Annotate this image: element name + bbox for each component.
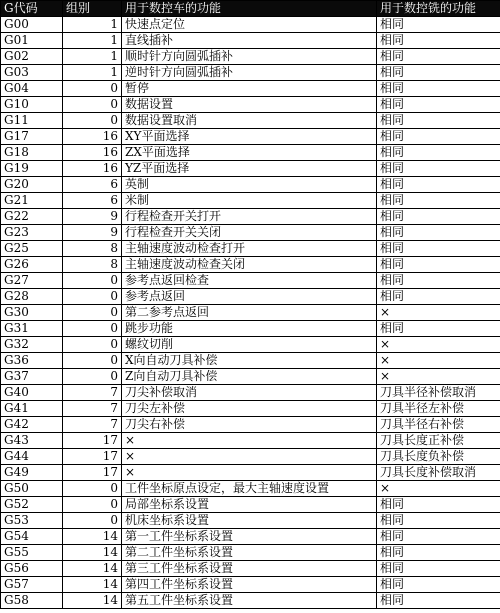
cell-lathe[interactable]: 快速点定位	[122, 17, 377, 33]
table-row	[1, 209, 500, 225]
table-row	[1, 561, 500, 577]
cell-group[interactable]: 0	[63, 289, 122, 305]
cell-code[interactable]: G54	[1, 529, 63, 545]
cell-mill[interactable]: 刀具半径左补偿	[377, 401, 500, 417]
cell-group[interactable]: 16	[63, 161, 122, 177]
table-row	[1, 545, 500, 561]
table-row	[1, 513, 500, 529]
cell-mill[interactable]: 相同	[377, 241, 500, 257]
cell-mill[interactable]: 相同	[377, 193, 500, 209]
cell-mill[interactable]: 相同	[377, 545, 500, 561]
cell-lathe[interactable]: 局部坐标系设置	[122, 497, 377, 513]
table-row	[1, 113, 500, 129]
cell-group[interactable]: 17	[63, 449, 122, 465]
cell-group[interactable]: 1	[63, 33, 122, 49]
cell-code[interactable]: G26	[1, 257, 63, 273]
cell-lathe[interactable]: 第三工件坐标系设置	[122, 561, 377, 577]
cell-mill[interactable]: 刀具长度补偿取消	[377, 465, 500, 481]
cell-code[interactable]: G04	[1, 81, 63, 97]
cell-group[interactable]: 0	[63, 273, 122, 289]
cell-lathe[interactable]: ×	[122, 465, 377, 481]
cell-lathe[interactable]: ZX平面选择	[122, 145, 377, 161]
table-row	[1, 129, 500, 145]
cell-group[interactable]: 16	[63, 129, 122, 145]
cell-mill[interactable]: 相同	[377, 17, 500, 33]
cell-code[interactable]: G18	[1, 145, 63, 161]
cell-code[interactable]: G36	[1, 353, 63, 369]
cell-code[interactable]: G02	[1, 49, 63, 65]
cell-lathe[interactable]: 英制	[122, 177, 377, 193]
cell-group[interactable]: 0	[63, 497, 122, 513]
cell-mill[interactable]: 相同	[377, 209, 500, 225]
table-row	[1, 305, 500, 321]
cell-mill[interactable]: ×	[377, 353, 500, 369]
table-row	[1, 241, 500, 257]
table-row	[1, 401, 500, 417]
cell-lathe[interactable]: 第一工件坐标系设置	[122, 529, 377, 545]
cell-group[interactable]: 7	[63, 401, 122, 417]
cell-group[interactable]: 0	[63, 113, 122, 129]
cell-code[interactable]: G31	[1, 321, 63, 337]
cell-group[interactable]: 1	[63, 65, 122, 81]
cell-group[interactable]: 14	[63, 561, 122, 577]
cell-lathe[interactable]: 主轴速度波动检查关闭	[122, 257, 377, 273]
table-row	[1, 257, 500, 273]
cell-group[interactable]: 0	[63, 97, 122, 113]
cell-mill[interactable]: 相同	[377, 497, 500, 513]
cell-lathe[interactable]: ×	[122, 433, 377, 449]
cell-mill[interactable]: 刀具半径右补偿	[377, 417, 500, 433]
cell-group[interactable]: 0	[63, 321, 122, 337]
cell-mill[interactable]: 刀具长度负补偿	[377, 449, 500, 465]
cell-code[interactable]: G57	[1, 577, 63, 593]
table-row	[1, 369, 500, 385]
cell-code[interactable]: G52	[1, 497, 63, 513]
cell-code[interactable]: G19	[1, 161, 63, 177]
cell-lathe[interactable]: 螺纹切削	[122, 337, 377, 353]
cell-lathe[interactable]: 主轴速度波动检查打开	[122, 241, 377, 257]
cell-mill[interactable]: 相同	[377, 81, 500, 97]
cell-mill[interactable]: 相同	[377, 561, 500, 577]
table-row	[1, 145, 500, 161]
cell-lathe[interactable]: 第二工件坐标系设置	[122, 545, 377, 561]
cell-lathe[interactable]: YZ平面选择	[122, 161, 377, 177]
cell-group[interactable]: 8	[63, 241, 122, 257]
cell-mill[interactable]: 相同	[377, 593, 500, 609]
cell-lathe[interactable]: XY平面选择	[122, 129, 377, 145]
cell-mill[interactable]: ×	[377, 305, 500, 321]
table-row	[1, 321, 500, 337]
cell-mill[interactable]: 相同	[377, 65, 500, 81]
cell-mill[interactable]: 相同	[377, 257, 500, 273]
table-row	[1, 529, 500, 545]
cell-group[interactable]: 0	[63, 353, 122, 369]
cell-group[interactable]: 16	[63, 145, 122, 161]
table-row	[1, 273, 500, 289]
cell-lathe[interactable]: 行程检查开关打开	[122, 209, 377, 225]
cell-lathe[interactable]: 刀尖左补偿	[122, 401, 377, 417]
cell-code[interactable]: G21	[1, 193, 63, 209]
cell-code[interactable]: G00	[1, 17, 63, 33]
cell-group[interactable]: 14	[63, 577, 122, 593]
cell-mill[interactable]: 相同	[377, 273, 500, 289]
cell-mill[interactable]: 刀具半径补偿取消	[377, 385, 500, 401]
cell-code[interactable]: G10	[1, 97, 63, 113]
cell-code[interactable]: G22	[1, 209, 63, 225]
cell-lathe[interactable]: 第五工件坐标系设置	[122, 593, 377, 609]
table-row	[1, 49, 500, 65]
cell-code[interactable]: G53	[1, 513, 63, 529]
cell-lathe[interactable]: 第二参考点返回	[122, 305, 377, 321]
cell-lathe[interactable]: 机床坐标系设置	[122, 513, 377, 529]
table-row	[1, 417, 500, 433]
table-row	[1, 353, 500, 369]
table-row	[1, 33, 500, 49]
cell-mill[interactable]: 相同	[377, 113, 500, 129]
cell-lathe[interactable]: Z向自动刀具补偿	[122, 369, 377, 385]
cell-lathe[interactable]: 参考点返回检查	[122, 273, 377, 289]
cell-group[interactable]: 9	[63, 225, 122, 241]
cell-code[interactable]: G43	[1, 433, 63, 449]
cell-group[interactable]: 9	[63, 209, 122, 225]
cell-mill[interactable]: 相同	[377, 129, 500, 145]
cell-lathe[interactable]: 参考点返回	[122, 289, 377, 305]
header-cell-group[interactable]: 组别	[63, 1, 122, 17]
table-row	[1, 385, 500, 401]
table-row	[1, 577, 500, 593]
cell-code[interactable]: G28	[1, 289, 63, 305]
cell-group[interactable]: 0	[63, 81, 122, 97]
cell-code[interactable]: G01	[1, 33, 63, 49]
table-row	[1, 593, 500, 609]
header-row	[1, 1, 500, 17]
table-row	[1, 177, 500, 193]
cell-mill[interactable]: 刀具长度正补偿	[377, 433, 500, 449]
table-body	[1, 1, 500, 609]
cell-mill[interactable]: 相同	[377, 513, 500, 529]
cell-code[interactable]: G58	[1, 593, 63, 609]
cell-group[interactable]: 1	[63, 49, 122, 65]
cell-mill[interactable]: 相同	[377, 145, 500, 161]
cell-mill[interactable]: 相同	[377, 529, 500, 545]
cell-group[interactable]: 0	[63, 481, 122, 497]
cell-code[interactable]: G56	[1, 561, 63, 577]
cell-mill[interactable]: 相同	[377, 33, 500, 49]
header-cell-lathe[interactable]: 用于数控车的功能	[122, 1, 377, 17]
cell-code[interactable]: G11	[1, 113, 63, 129]
cell-mill[interactable]: 相同	[377, 225, 500, 241]
cell-mill[interactable]: 相同	[377, 321, 500, 337]
cell-group[interactable]: 0	[63, 305, 122, 321]
cell-lathe[interactable]: 刀尖右补偿	[122, 417, 377, 433]
cell-code[interactable]: G49	[1, 465, 63, 481]
cell-code[interactable]: G40	[1, 385, 63, 401]
cell-lathe[interactable]: 暂停	[122, 81, 377, 97]
table-row	[1, 97, 500, 113]
cell-mill[interactable]: ×	[377, 369, 500, 385]
table-row	[1, 433, 500, 449]
table-row	[1, 81, 500, 97]
cell-group[interactable]: 8	[63, 257, 122, 273]
cell-code[interactable]: G50	[1, 481, 63, 497]
cell-group[interactable]: 6	[63, 193, 122, 209]
table-row	[1, 161, 500, 177]
table-row	[1, 337, 500, 353]
cell-group[interactable]: 0	[63, 337, 122, 353]
cell-mill[interactable]: 相同	[377, 577, 500, 593]
header-cell-mill[interactable]: 用于数控铣的功能	[377, 1, 500, 17]
cell-code[interactable]: G23	[1, 225, 63, 241]
cell-code[interactable]: G37	[1, 369, 63, 385]
cell-group[interactable]: 0	[63, 369, 122, 385]
table-row	[1, 17, 500, 33]
cell-lathe[interactable]: 数据设置取消	[122, 113, 377, 129]
cell-group[interactable]: 14	[63, 529, 122, 545]
table-row	[1, 481, 500, 497]
cell-lathe[interactable]: 工件坐标原点设定，最大主轴速度设置	[122, 481, 377, 497]
table-row	[1, 65, 500, 81]
cell-mill[interactable]: ×	[377, 481, 500, 497]
cell-code[interactable]: G20	[1, 177, 63, 193]
cell-lathe[interactable]: 刀尖补偿取消	[122, 385, 377, 401]
cell-mill[interactable]: 相同	[377, 161, 500, 177]
cell-lathe[interactable]: 数据设置	[122, 97, 377, 113]
table-row	[1, 465, 500, 481]
cell-mill[interactable]: ×	[377, 337, 500, 353]
cell-code[interactable]: G44	[1, 449, 63, 465]
cell-group[interactable]: 6	[63, 177, 122, 193]
cell-group[interactable]: 14	[63, 545, 122, 561]
cell-group[interactable]: 17	[63, 465, 122, 481]
cell-code[interactable]: G55	[1, 545, 63, 561]
cell-mill[interactable]: 相同	[377, 289, 500, 305]
cell-code[interactable]: G41	[1, 401, 63, 417]
table-row	[1, 497, 500, 513]
cell-lathe[interactable]: ×	[122, 449, 377, 465]
cell-group[interactable]: 1	[63, 17, 122, 33]
cell-code[interactable]: G30	[1, 305, 63, 321]
cell-code[interactable]: G42	[1, 417, 63, 433]
cell-group[interactable]: 14	[63, 593, 122, 609]
cell-lathe[interactable]: X向自动刀具补偿	[122, 353, 377, 369]
cell-code[interactable]: G27	[1, 273, 63, 289]
cell-lathe[interactable]: 顺时针方向圆弧插补	[122, 49, 377, 65]
cell-group[interactable]: 7	[63, 385, 122, 401]
cell-mill[interactable]: 相同	[377, 97, 500, 113]
table-row	[1, 449, 500, 465]
cell-code[interactable]: G03	[1, 65, 63, 81]
cell-mill[interactable]: 相同	[377, 49, 500, 65]
cell-lathe[interactable]: 跳步功能	[122, 321, 377, 337]
cell-code[interactable]: G25	[1, 241, 63, 257]
table-row	[1, 289, 500, 305]
cell-code[interactable]: G32	[1, 337, 63, 353]
cell-group[interactable]: 7	[63, 417, 122, 433]
cell-lathe[interactable]: 直线插补	[122, 33, 377, 49]
cell-lathe[interactable]: 行程检查开关关闭	[122, 225, 377, 241]
cell-code[interactable]: G17	[1, 129, 63, 145]
header-cell-code[interactable]: G代码	[1, 1, 63, 17]
cell-lathe[interactable]: 第四工件坐标系设置	[122, 577, 377, 593]
cell-group[interactable]: 0	[63, 513, 122, 529]
cell-group[interactable]: 17	[63, 433, 122, 449]
table-row	[1, 193, 500, 209]
cell-lathe[interactable]: 米制	[122, 193, 377, 209]
cell-lathe[interactable]: 逆时针方向圆弧插补	[122, 65, 377, 81]
table-row	[1, 225, 500, 241]
cell-mill[interactable]: 相同	[377, 177, 500, 193]
